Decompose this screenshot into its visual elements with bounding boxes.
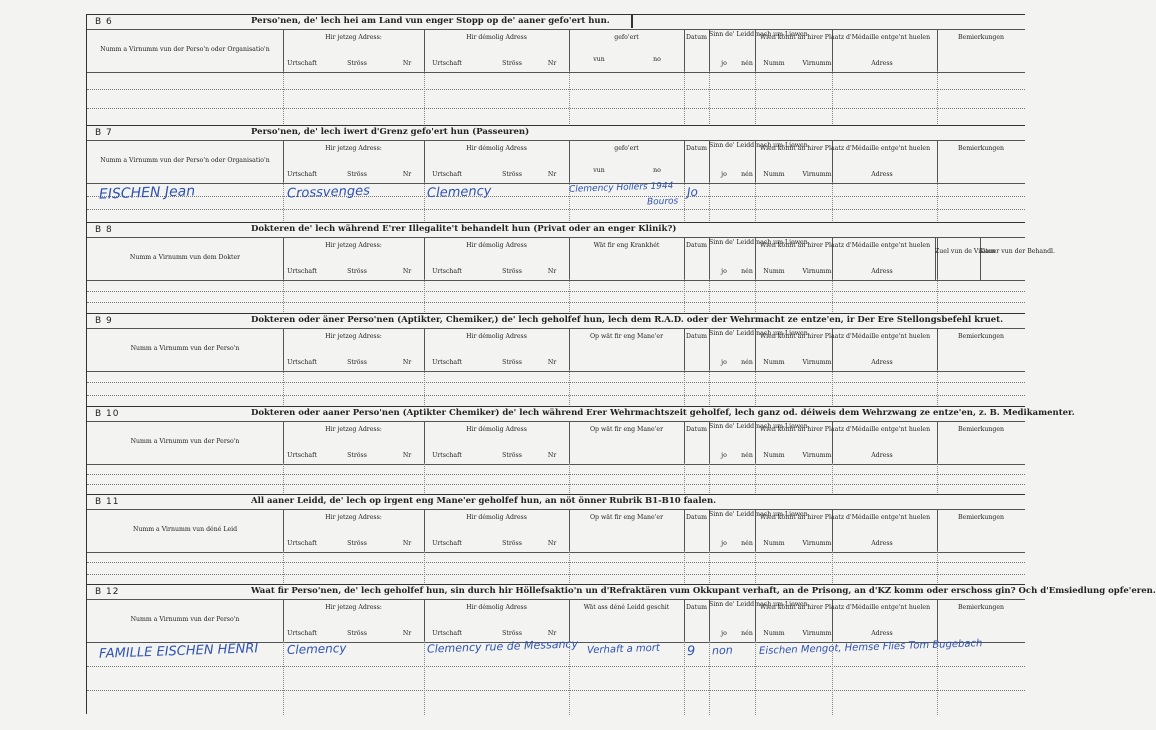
handwritten-old-address: Clemency rue de Messancy <box>426 637 579 656</box>
firstname-header: Virnumm <box>802 540 832 547</box>
surname-header: Numm <box>763 60 785 67</box>
answer-column-line <box>755 463 756 495</box>
answer-column-line <box>832 279 833 314</box>
answer-column-line <box>937 279 938 314</box>
fate-header: Sinn de' Leidd nach um Liewen <box>709 601 808 608</box>
current-address-header: Hir jetzeg Adress: <box>325 34 382 41</box>
nr-header: Nr <box>402 540 412 547</box>
column-header-band <box>87 140 1025 184</box>
visits-header: Zuel vun de Visiten <box>935 248 996 255</box>
answer-column-line <box>832 370 833 407</box>
fate-header: Sinn de' Leidd nach um Liewen <box>709 142 808 149</box>
no-header: nén <box>741 540 753 547</box>
answer-column-line <box>937 71 938 126</box>
remarks-header: Bemierkungen <box>957 34 1004 41</box>
answer-column-line <box>755 641 756 715</box>
date-header: Datum <box>686 242 707 249</box>
no-header: nén <box>741 171 753 178</box>
moved-header: gefo'ert <box>614 145 639 152</box>
nr-header: Nr <box>547 452 557 459</box>
answer-column-line <box>684 551 685 585</box>
from-header: vun <box>593 167 605 174</box>
town-header: Urtschaft <box>287 359 317 366</box>
remarks-header: Bemierkungen <box>957 145 1004 152</box>
answer-column-line <box>684 71 685 126</box>
answer-row-line <box>87 382 1025 383</box>
column-header-band <box>87 509 1025 553</box>
to-header: no <box>653 56 661 63</box>
handwritten-name: FAMILLE EISCHEN HENRI <box>98 641 259 662</box>
name-column-header: Numm a Virnumm vun der Perso'n <box>130 438 240 445</box>
medal-header: Wien könnt an hirer Plaatz d'Médaille entge'nt huelen <box>759 604 931 611</box>
answer-row-line <box>87 474 1025 475</box>
town-header: Urtschaft <box>432 452 462 459</box>
moved-header: gefo'ert <box>614 34 639 41</box>
date-header: Datum <box>686 34 707 41</box>
address-header: Adress <box>871 630 893 637</box>
answer-column-line <box>569 641 570 715</box>
date-header: Datum <box>686 333 707 340</box>
section-b8 <box>87 222 1055 314</box>
firstname-header: Virnumm <box>802 630 832 637</box>
answer-row-line <box>87 574 1025 575</box>
section-title: Dokteren oder äner Perso'nen (Aptikter, Chemiker,) de' lech geholfef hun, lech dem R.A.D. oder der Wehrmacht ze entze'en, ir Der Ere Stellongsbefehl kruet. <box>251 315 1004 325</box>
old-address-header: Hir démolig Adress <box>466 34 527 41</box>
surname-header: Numm <box>763 268 785 275</box>
answer-column-line <box>937 463 938 495</box>
no-header: nén <box>741 60 753 67</box>
address-header: Adress <box>871 60 893 67</box>
fate-header: Sinn de' Leidd nach um Liewen <box>709 423 808 430</box>
from-header: vun <box>593 56 605 63</box>
answer-row-line <box>87 89 1025 90</box>
handwritten-town: Crossvenges <box>286 183 371 202</box>
current-address-header: Hir jetzeg Adress: <box>325 242 382 249</box>
form-page <box>86 14 1156 714</box>
answer-column-line <box>755 182 756 223</box>
section-title: Perso'nen, de' lech iwert d'Grenz gefo'ert hun (Passeuren) <box>251 127 530 137</box>
answer-column-line <box>832 463 833 495</box>
current-address-header: Hir jetzeg Adress: <box>325 145 382 152</box>
address-header: Adress <box>871 171 893 178</box>
answer-column-line <box>569 71 570 126</box>
section-id: B 7 <box>95 128 113 138</box>
street-header: Ströss <box>502 60 522 67</box>
answer-column-line <box>283 551 284 585</box>
nr-header: Nr <box>402 630 412 637</box>
column-header-band <box>87 599 1025 643</box>
answer-column-line <box>684 279 685 314</box>
fate-header: Sinn de' Leidd nach um Liewen <box>709 31 808 38</box>
answer-row-line <box>87 302 1025 303</box>
date-header: Datum <box>686 145 707 152</box>
remarks-header: Bemierkungen <box>957 333 1004 340</box>
answer-row-line <box>87 690 1025 691</box>
answer-column-line <box>569 463 570 495</box>
section-b7 <box>87 125 1025 223</box>
handwritten-town: Clemency <box>286 640 347 658</box>
town-header: Urtschaft <box>287 630 317 637</box>
section-title: Perso'nen, de' lech hei am Land vun enger Stopp op de' aaner gefo'ert hun. <box>251 16 610 26</box>
column-header-band <box>87 237 1055 281</box>
street-header: Ströss <box>347 452 367 459</box>
current-address-header: Hir jetzeg Adress: <box>325 333 382 340</box>
answer-column-line <box>424 551 425 585</box>
firstname-header: Virnumm <box>802 171 832 178</box>
column-divider <box>980 238 981 280</box>
town-header: Urtschaft <box>287 452 317 459</box>
surname-header: Numm <box>763 452 785 459</box>
to-header: no <box>653 167 661 174</box>
old-address-header: Hir démolig Adress <box>466 426 527 433</box>
answer-column-line <box>709 279 710 314</box>
street-header: Ströss <box>502 630 522 637</box>
address-header: Adress <box>871 268 893 275</box>
old-address-header: Hir démolig Adress <box>466 514 527 521</box>
old-address-header: Hir démolig Adress <box>466 145 527 152</box>
answer-column-line <box>709 551 710 585</box>
answer-column-line <box>569 551 570 585</box>
handwritten-date: Jo <box>686 184 699 200</box>
street-header: Ströss <box>347 630 367 637</box>
street-header: Ströss <box>502 268 522 275</box>
old-address-header: Hir démolig Adress <box>466 333 527 340</box>
fate-header: Sinn de' Leidd nach um Liewen <box>709 511 808 518</box>
street-header: Ströss <box>502 540 522 547</box>
answer-column-line <box>937 370 938 407</box>
answer-column-line <box>832 71 833 126</box>
street-header: Ströss <box>347 60 367 67</box>
surname-header: Numm <box>763 630 785 637</box>
firstname-header: Virnumm <box>802 359 832 366</box>
answer-column-line <box>283 463 284 495</box>
address-header: Adress <box>871 452 893 459</box>
detail-column-header: Op wät fir eng Mane'er <box>589 426 664 433</box>
handwritten-name: EISCHEN Jean <box>98 183 196 203</box>
answer-column-line <box>283 370 284 407</box>
column-header-band <box>87 421 1025 465</box>
street-header: Ströss <box>502 171 522 178</box>
current-address-header: Hir jetzeg Adress: <box>325 604 382 611</box>
medal-header: Wien könnt an hirer Plaatz d'Médaille entge'nt huelen <box>759 333 931 340</box>
town-header: Urtschaft <box>432 171 462 178</box>
answer-row-line <box>87 395 1025 396</box>
surname-header: Numm <box>763 359 785 366</box>
yes-header: jo <box>721 359 727 366</box>
section-title: Dokteren oder aaner Perso'nen (Aptikter Chemiker) de' lech während Erer Wehrmachtszeit geholfef, lech ganz od. déiweis dem Wehrzwang ze entze'en, z. B. Medikamenter. <box>251 408 1075 418</box>
answer-column-line <box>283 182 284 223</box>
answer-row-line <box>87 209 1025 210</box>
answer-column-line <box>424 279 425 314</box>
handwritten-fate: Verhaft a mort <box>586 642 660 657</box>
nr-header: Nr <box>402 60 412 67</box>
nr-header: Nr <box>402 452 412 459</box>
answer-column-line <box>755 551 756 585</box>
yes-header: jo <box>721 60 727 67</box>
nr-header: Nr <box>402 359 412 366</box>
remarks-header: Bemierkungen <box>957 426 1004 433</box>
yes-header: jo <box>721 540 727 547</box>
section-b9 <box>87 313 1025 407</box>
answer-column-line <box>937 182 938 223</box>
answer-column-line <box>709 463 710 495</box>
yes-header: jo <box>721 171 727 178</box>
column-header-band <box>87 29 1025 73</box>
street-header: Ströss <box>347 171 367 178</box>
firstname-header: Virnumm <box>802 268 832 275</box>
date-header: Datum <box>686 514 707 521</box>
medal-header: Wien könnt an hirer Plaatz d'Médaille entge'nt huelen <box>759 514 931 521</box>
medal-header: Wien könnt an hirer Plaatz d'Médaille entge'nt huelen <box>759 242 931 249</box>
detail-column-header: Op wät fir eng Mane'er <box>589 333 664 340</box>
current-address-header: Hir jetzeg Adress: <box>325 426 382 433</box>
answer-column-line <box>832 182 833 223</box>
nr-header: Nr <box>402 171 412 178</box>
nr-header: Nr <box>547 171 557 178</box>
column-header-band <box>87 328 1025 372</box>
section-b10 <box>87 406 1075 495</box>
yes-header: jo <box>721 630 727 637</box>
answer-row-line <box>87 562 1025 563</box>
old-address-header: Hir démolig Adress <box>466 242 527 249</box>
answer-row-line <box>87 196 1025 197</box>
handwritten-fate-answer: non <box>711 643 733 658</box>
nr-header: Nr <box>547 630 557 637</box>
surname-header: Numm <box>763 171 785 178</box>
town-header: Urtschaft <box>432 630 462 637</box>
nr-header: Nr <box>547 268 557 275</box>
answer-row-line <box>87 108 1025 109</box>
nr-header: Nr <box>547 359 557 366</box>
answer-column-line <box>424 641 425 715</box>
section-title: Waat fir Perso'nen, de' lech geholfef hun, sin durch hir Höllefsaktio'n un d'Refraktären vum Okkupant verhaft, an de Prisong, an d'KZ komm oder erschoss gin? Och d'Emsiedlung opfe'eren. <box>251 586 1156 596</box>
section-b6 <box>87 14 1025 126</box>
nr-header: Nr <box>402 268 412 275</box>
handwritten-from: Clemency Hollers 1944 <box>568 181 674 195</box>
detail-column-header: Wät fir eng Krankhét <box>593 242 660 249</box>
name-column-header: Numm a Virnumm vun der Perso'n oder Organisatio'n <box>100 157 270 164</box>
name-column-header: Numm a Virnumm vun der Perso'n <box>130 345 240 352</box>
answer-column-line <box>569 279 570 314</box>
firstname-header: Virnumm <box>802 60 832 67</box>
old-address-header: Hir démolig Adress <box>466 604 527 611</box>
handwritten-to: Bouros <box>646 196 679 208</box>
section-id: B 10 <box>95 409 120 419</box>
duration-header: Dauer vun der Behandl. <box>980 248 1055 255</box>
remarks-header: Bemierkungen <box>957 604 1004 611</box>
answer-column-line <box>684 370 685 407</box>
street-header: Ströss <box>347 268 367 275</box>
fate-header: Sinn de' Leidd nach um Liewen <box>709 239 808 246</box>
medal-header: Wien könnt an hirer Plaatz d'Médaille entge'nt huelen <box>759 426 931 433</box>
no-header: nén <box>741 359 753 366</box>
answer-column-line <box>709 182 710 223</box>
answer-column-line <box>684 182 685 223</box>
handwritten-date: 9 <box>686 643 696 660</box>
answer-column-line <box>424 463 425 495</box>
town-header: Urtschaft <box>287 268 317 275</box>
detail-column-header: Wät ass déné Leidd geschit <box>583 604 670 611</box>
address-header: Adress <box>871 359 893 366</box>
answer-column-line <box>424 71 425 126</box>
detail-column-header: Op wät fir eng Mane'er <box>589 514 664 521</box>
street-header: Ströss <box>502 452 522 459</box>
section-id: B 11 <box>95 497 120 507</box>
name-column-header: Numm a Virnumm vun der Perso'n <box>130 616 240 623</box>
answer-row-line <box>87 666 1025 667</box>
answer-column-line <box>709 641 710 715</box>
column-divider <box>935 238 936 280</box>
answer-column-line <box>424 182 425 223</box>
street-header: Ströss <box>347 359 367 366</box>
section-b11 <box>87 494 1025 585</box>
section-id: B 6 <box>95 17 113 27</box>
surname-header: Numm <box>763 540 785 547</box>
town-header: Urtschaft <box>432 268 462 275</box>
no-header: nén <box>741 268 753 275</box>
no-header: nén <box>741 630 753 637</box>
name-column-header: Numm a Virnumm vun der Perso'n oder Organisatio'n <box>100 46 270 53</box>
town-header: Urtschaft <box>432 60 462 67</box>
date-header: Datum <box>686 604 707 611</box>
column-divider <box>937 238 938 280</box>
town-header: Urtschaft <box>287 171 317 178</box>
medal-header: Wien könnt an hirer Plaatz d'Médaille entge'nt huelen <box>759 34 931 41</box>
answer-column-line <box>937 641 938 715</box>
firstname-header: Virnumm <box>802 452 832 459</box>
section-title: All aaner Leidd, de' lech op irgent eng Mane'er geholfef hun, an nöt önner Rubrik B1-B10 faalen. <box>251 496 717 506</box>
answer-column-line <box>832 551 833 585</box>
answer-column-line <box>283 641 284 715</box>
nr-header: Nr <box>547 60 557 67</box>
remarks-header: Bemierkungen <box>957 514 1004 521</box>
fate-header: Sinn de' Leidd nach um Liewen <box>709 330 808 337</box>
answer-column-line <box>283 279 284 314</box>
nr-header: Nr <box>547 540 557 547</box>
answer-column-line <box>424 370 425 407</box>
answer-column-line <box>283 71 284 126</box>
yes-header: jo <box>721 452 727 459</box>
town-header: Urtschaft <box>432 359 462 366</box>
name-column-header: Numm a Virnumm vun déné Leid <box>132 526 238 533</box>
handwritten-medal-recipient: Eischen Mengot, Hemse Flies Tom Bugebach <box>758 638 983 657</box>
answer-column-line <box>569 370 570 407</box>
street-header: Ströss <box>502 359 522 366</box>
answer-column-line <box>684 463 685 495</box>
medal-header: Wien könnt an hirer Plaatz d'Médaille entge'nt huelen <box>759 145 931 152</box>
town-header: Urtschaft <box>432 540 462 547</box>
section-id: B 8 <box>95 225 113 235</box>
town-header: Urtschaft <box>287 60 317 67</box>
answer-column-line <box>755 370 756 407</box>
answer-column-line <box>709 71 710 126</box>
name-column-header: Numm a Virnumm vun dem Dokter <box>129 254 241 261</box>
answer-column-line <box>684 641 685 715</box>
section-id: B 12 <box>95 587 120 597</box>
current-address-header: Hir jetzeg Adress: <box>325 514 382 521</box>
answer-column-line <box>755 279 756 314</box>
answer-row-line <box>87 484 1025 485</box>
answer-column-line <box>709 370 710 407</box>
date-header: Datum <box>686 426 707 433</box>
address-header: Adress <box>871 540 893 547</box>
answer-column-line <box>937 551 938 585</box>
street-header: Ströss <box>347 540 367 547</box>
yes-header: jo <box>721 268 727 275</box>
answer-row-line <box>87 291 1025 292</box>
section-title: Dokteren de' lech während E'rer Illegalite't behandelt hun (Privat oder an enger Klinik?) <box>251 224 677 234</box>
town-header: Urtschaft <box>287 540 317 547</box>
no-header: nén <box>741 452 753 459</box>
handwritten-old-address: Clemency <box>426 183 492 202</box>
section-id: B 9 <box>95 316 113 326</box>
answer-column-line <box>755 71 756 126</box>
